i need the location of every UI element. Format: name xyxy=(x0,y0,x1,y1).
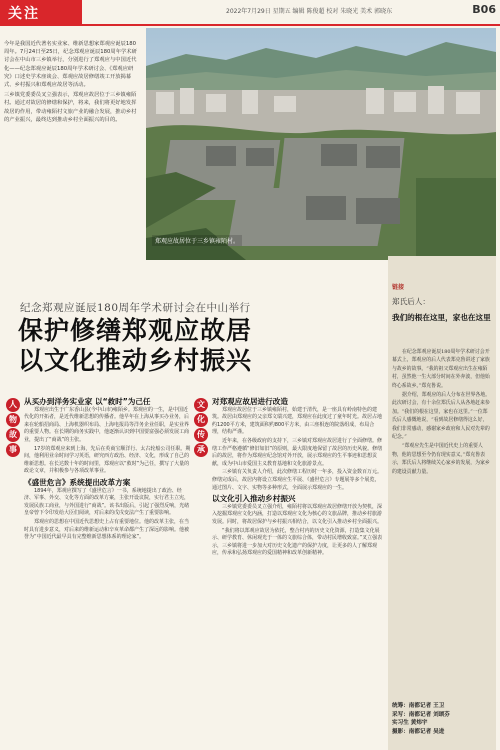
credit-line: 摄影：南都记者 吴进 xyxy=(392,728,445,735)
lead-paragraph: 三乡镇党委委员叉立强表示，郑观应故居位于三乡镇雍陌村。通过对故居的修缮和保护，将来，我们将更好地发挥故居的作用，带动雍陌村文旅产业的融合发展，推动乡村的产业振兴，最终达到推动乡村全面振兴的目的。 xyxy=(4,92,137,123)
body-paragraph: 17岁的郑观应来到上海，先后在英商宝顺洋行、太古轮船公司任职。期间，他利用业余时间学习英语，研究西方政治、经济、文化，形成了自己的维新思想。在长达数十年的时间里，郑观应以“救时”为己任，撰写了大量的政论文章，并积极参与各项改革事业。 xyxy=(24,445,191,475)
sidebar-tag: 链接 xyxy=(392,284,405,291)
sidebar-author: 郑氏后人： xyxy=(392,297,430,306)
body-paragraph: 郑观应的思想在中国近代思想史上占有重要地位。他的改革主张，在当时具有进步意义，对后来的维新运动和辛亥革命都产生了深远的影响。他被誉为“中国近代最早具有完整维新思想体系的理论家”。 xyxy=(24,518,190,541)
sidebar-body xyxy=(392,348,492,477)
page-number: B06 xyxy=(472,3,496,16)
body-paragraph: 1894年，郑观应撰写了《盛世危言》一书，系统地提出了政治、经济、军事、外交、文化等方面的改革方案，主张开设议院，实行君主立宪，发展民族工商业，与外国进行“商战”。该书出版后，引起了强烈反响，光绪皇帝曾下令印发给大臣们阅读，对后来的戊戌变法产生了重要影响。 xyxy=(24,487,190,517)
body-paragraph: 三乡镇有关负责人介绍，此次修缮工程历时一年多，投入资金数百万元。修缮完成后，故居内将设立郑观应生平展、《盛世危言》专题展等多个展览，通过图片、文字、实物等多种形式，全面展示郑观应的一生。 xyxy=(212,469,383,491)
article-column-right xyxy=(212,395,384,559)
section-heading: 以文化引入推动乡村振兴 xyxy=(212,494,296,504)
body-paragraph: 近年来，在各级政府的支持下，三乡镇对郑观应故居进行了全面修缮。修缮工作严格遵循“修旧如旧”的原则，最大限度地保留了故居的历史风貌。修缮后的故居，将作为郑观应纪念馆对外开放，展示郑观应的生平事迹和思想贡献，成为中山市爱国主义教育基地和文化旅游景点。 xyxy=(212,437,383,467)
badge-char: 文 xyxy=(194,398,208,412)
aerial-photo-illustration xyxy=(146,28,496,260)
section-heading: 对郑观应故居进行改造 xyxy=(212,397,288,406)
masthead xyxy=(0,0,500,24)
sidebar-paragraph: “郑观应先生是中国近代史上的重要人物，他的思想至今仍有现实意义。”郑克鲁表示，郑氏后人将继续关心家乡的发展，为家乡的建设贡献力量。 xyxy=(392,443,490,475)
article-column-left xyxy=(24,395,191,543)
headline-line-2: 以文化推动乡村振兴 xyxy=(18,346,253,375)
credit-line: 统筹：南都记者 王卫 xyxy=(392,703,445,709)
section-heading: 《盛世危言》系统提出改革方案 xyxy=(24,477,131,487)
badge-char: 故 xyxy=(6,428,20,442)
byline-credits xyxy=(392,702,450,736)
body-paragraph: 三乡镇党委委员叉立强介绍，雍陌村将以郑观应故居修缮开放为契机，深入挖掘郑观应文化内涵，打造以郑观应文化为核心的文旅品牌，推动乡村旅游发展。同时，将故居保护与乡村振兴相结合，以文化引入推动乡村全面振兴。 xyxy=(212,503,383,525)
section-title: 关注 xyxy=(0,0,82,24)
badge-char: 传 xyxy=(194,428,208,442)
badge-char: 化 xyxy=(194,413,208,427)
body-paragraph: “我们将以郑观应故居为依托，整合村内的历史文化资源，打造集文化展示、研学教育、休闲观光于一体的文旅综合体，带动村民增收致富。”叉立强表示，三乡镇将进一步加大对历史文化遗产的保护力度，让更多的人了解郑观应，传承和弘扬郑观应的爱国精神和改革创新精神。 xyxy=(212,527,383,557)
top-rule xyxy=(0,24,500,26)
lead-paragraph: 今年是我国近代著名实业家、维新思想家郑观应诞辰180周年。7月24日至25日，纪念郑观应诞辰180周年学术研讨会在中山市三乡镇举行，分别进行了郑观应与中国近代化——纪念郑观应诞辰180周年学术研讨会、《郑观应研究》口述史学术座谈会、郑观应故居修缮竣工开放揭幕式、乡村振兴和郑观应故居等活动。 xyxy=(4,41,137,89)
headline-line-1: 保护修缮郑观应故居 xyxy=(18,316,253,345)
body-paragraph: 郑观应故居位于三乡镇雍陌村，始建于清代，是一座具有岭南特色的建筑。故居由郑观应的父亲郑文瑞兴建，郑观应在此度过了童年时光。故居占地约1200平方米，建筑面积约800平方米，由三座相连的院落组成，布局合理，结构严谨。 xyxy=(212,406,383,436)
badge-char: 承 xyxy=(194,443,208,457)
body-paragraph: 郑观应出生于广东香山县(今中山市)雍陌乡。郑观应的一生，是中国近代化的开拓者，是近代维新思想的传播者。他早年在上海从事买办业务，后来在轮船招商局、上海机器织布局、上海电报局等洋务企业任职，是实业界的重要人物。在长期的商务实践中，他逐渐认识到中国要富强必须发展工商业，提出了“商战”的主张。 xyxy=(24,406,190,443)
date-editor-line: 2022年7月29日 星期五 编辑 陈俊超 校对 朱晓光 美术 郭晓东 xyxy=(226,8,393,15)
sidebar-paragraph: 据介绍，郑观应的后人分布在世界各地。此次研讨会，有十余位郑氏后人从各地赶来参加。“我们的根在这里，家也在这里。”一位郑氏后人感慨地说，“看到故居修缮得这么好，我们非常感动，感谢家乡政府和人民对先辈的纪念。” xyxy=(392,392,491,441)
lead-summary xyxy=(4,40,141,126)
sidebar-title: 我们的根在这里，家也在这里 xyxy=(392,313,491,322)
main-headline xyxy=(18,316,252,376)
credit-line: 实习生 黄炜宇 xyxy=(392,720,428,726)
badge-char: 物 xyxy=(6,413,20,427)
badge-char: 事 xyxy=(6,443,20,457)
headline-kicker: 纪念郑观应诞辰180周年学术研讨会在中山举行 xyxy=(20,302,251,314)
section-heading: 从买办到洋务实业家 以“救时”为己任 xyxy=(24,397,151,406)
sidebar-paragraph: 在纪念郑观应诞辰180周年学术研讨会开幕式上，郑观应的后人代表郑克鲁讲述了家族与故乡的故事。“我的祖父郑观应出生在雍陌村，虽然他一生大部分时间在外奔波，但他始终心系故乡。”郑克鲁说。 xyxy=(392,349,490,389)
aerial-photo-village xyxy=(146,28,496,260)
credit-line: 采写：南都记者 刘颂芬 xyxy=(392,711,450,718)
sidebar-box xyxy=(388,256,496,750)
photo-caption: 郑观应故居位于三乡镇雍陌村。 xyxy=(152,235,242,246)
badge-char: 人 xyxy=(6,398,20,412)
